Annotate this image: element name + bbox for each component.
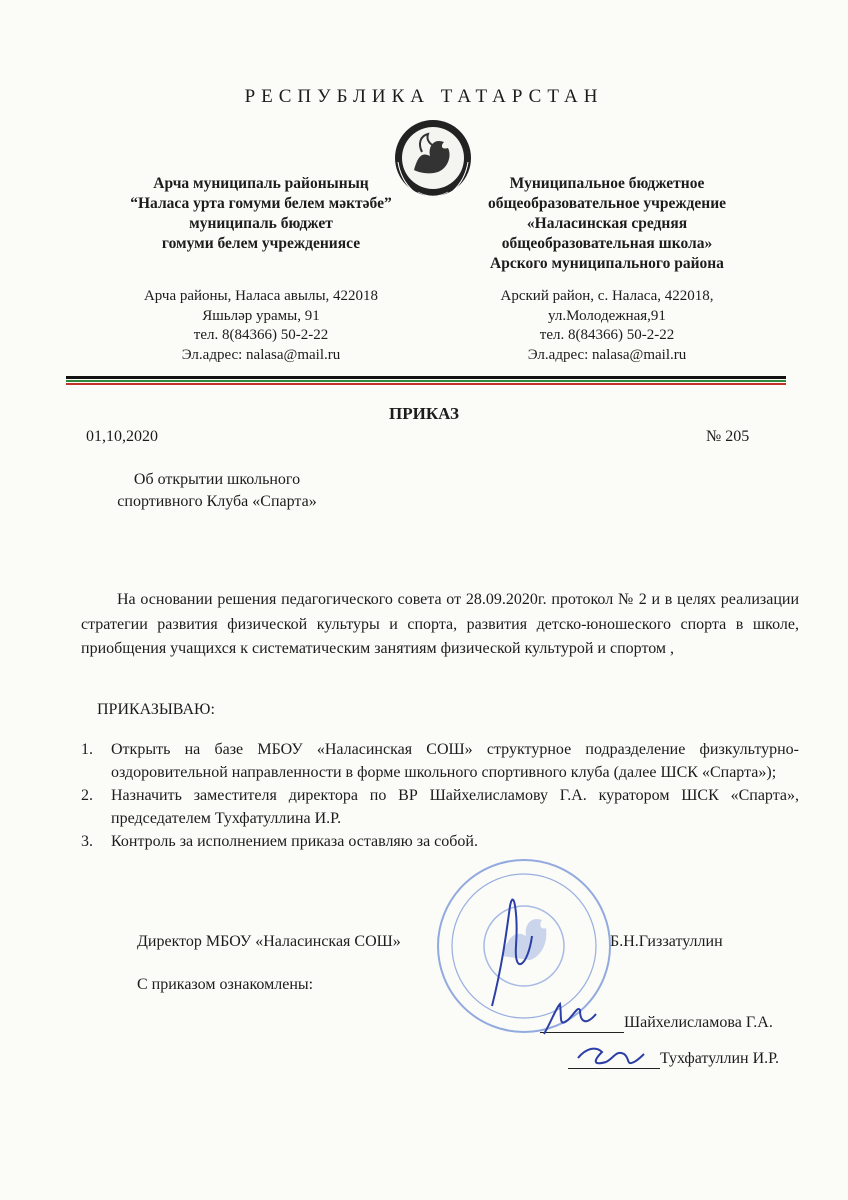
address-line: Арча районы, Наласа авылы, 422018 (143, 288, 379, 304)
address-russian (452, 287, 762, 365)
org-russian-line: общеобразовательное учреждение (487, 195, 727, 212)
document-date: 01,10,2020 (86, 428, 158, 445)
acquainted-label: С приказом ознакомлены: (137, 976, 314, 993)
address-line: Яшьләр урамы, 91 (202, 307, 320, 324)
address-tatar (96, 287, 426, 365)
org-russian-line: Арского муниципального района (490, 255, 724, 272)
director-title: Директор МБОУ «Наласинская СОШ» (137, 933, 401, 950)
address-line: тел. 8(84366) 50-2-22 (193, 327, 329, 343)
order-item-number: 1. (81, 741, 93, 758)
header-divider (66, 376, 786, 385)
org-russian-line: общеобразовательная школа» (501, 235, 713, 252)
org-name-russian (452, 174, 762, 274)
director-name: Б.Н.Гиззатуллин (610, 933, 723, 950)
org-tatar-line: “Наласа урта гомуми белем мәктәбе” (130, 195, 392, 212)
order-items (81, 738, 799, 853)
order-item-number: 2. (81, 787, 93, 804)
order-word: ПРИКАЗЫВАЮ: (97, 701, 215, 718)
signature-mark-icon (540, 1000, 620, 1040)
subject-line: спортивного Клуба «Спарта» (117, 493, 317, 510)
subject-line: Об открытии школьного (133, 471, 301, 488)
order-item-text: Контроль за исполнением приказа оставляю за собой. (111, 833, 478, 850)
org-russian-line: Муниципальное бюджетное (509, 175, 705, 192)
address-line: тел. 8(84366) 50-2-22 (539, 327, 675, 343)
org-russian-line: «Наласинская средняя (526, 215, 688, 232)
order-item-text: Назначить заместителя директора по ВР Шайхелисламову Г.А. куратором ШСК «Спарта», председателем Тухфатуллина И.Р. (111, 787, 799, 827)
org-tatar-line: муниципаль бюджет (189, 215, 333, 232)
address-line: Эл.адрес: nalasa@mail.ru (527, 346, 687, 363)
org-tatar-line: гомуми белем учреждениясе (161, 235, 361, 252)
order-item (81, 738, 799, 784)
org-tatar-line: Арча муниципаль районының (153, 175, 369, 192)
signature-mark-icon (572, 1036, 652, 1076)
order-item-text: Открыть на базе МБОУ «Наласинская СОШ» структурное подразделение физкультурно-оздоровительной направленности в форме школьного спортивного клуба (далее ШСК «Спарта»); (111, 741, 799, 781)
order-item-number: 3. (81, 833, 93, 850)
document-subject (82, 469, 352, 513)
address-line: ул.Молодежная,91 (548, 307, 666, 324)
signatory-name: Шайхелисламова Г.А. (624, 1014, 773, 1031)
signatory-name: Тухфатуллин И.Р. (660, 1050, 780, 1067)
address-line: Арский район, с. Наласа, 422018, (500, 288, 714, 304)
address-line: Эл.адрес: nalasa@mail.ru (181, 346, 341, 363)
document-number: № 205 (706, 428, 750, 445)
order-item (81, 784, 799, 830)
republic-heading: РЕСПУБЛИКА ТАТАРСТАН (244, 86, 604, 107)
document-title: ПРИКАЗ (389, 404, 459, 423)
preamble-paragraph: На основании решения педагогического совета от 28.09.2020г. протокол № 2 и в целях реализации стратегии развития физической культуры и спорта, развития детско-юношеского спорта в школе, приобщения учащихся к систематическим занятиям физической культурой и спортом , (81, 591, 799, 657)
org-name-tatar (96, 174, 426, 254)
